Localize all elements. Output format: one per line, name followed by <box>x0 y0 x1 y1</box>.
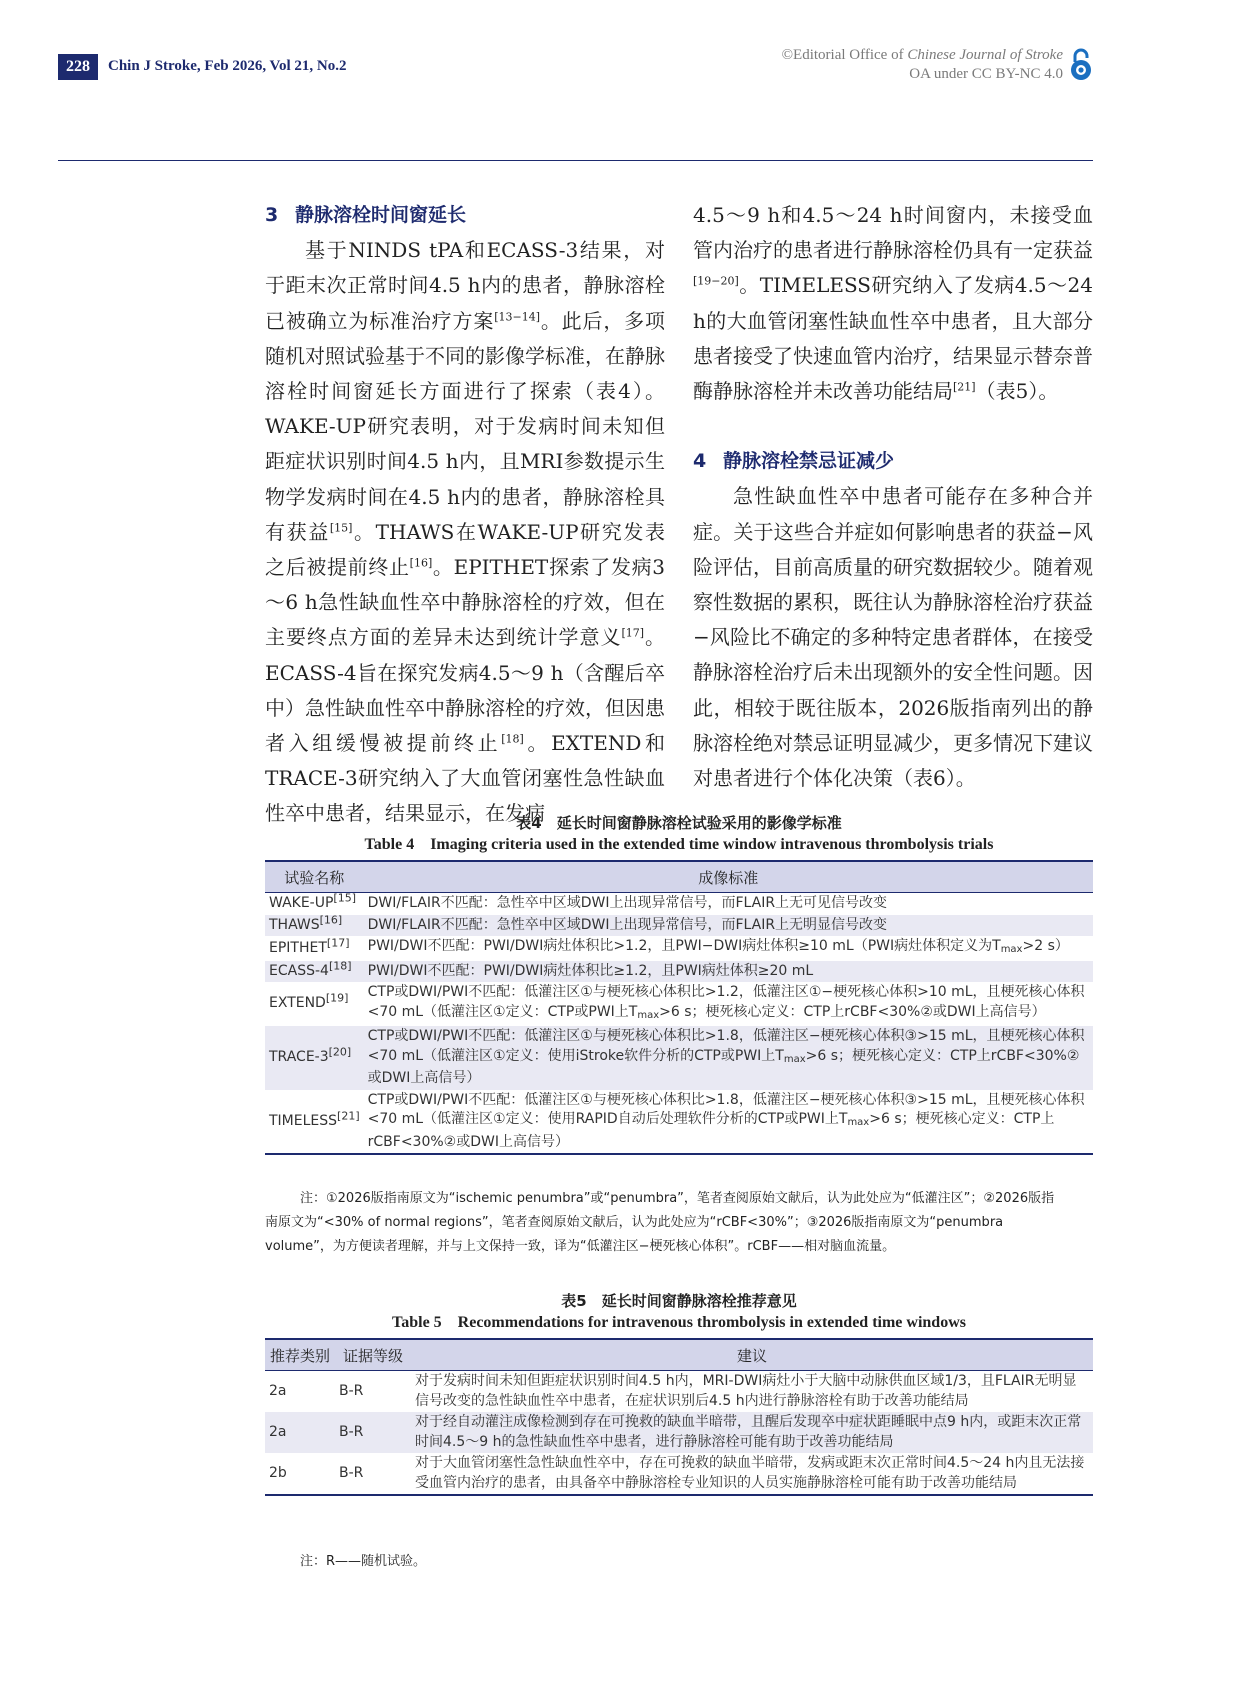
copyright-prefix: ©Editorial Office of <box>781 47 908 63</box>
table-row: WAKE-UP[15] DWI/FLAIR不匹配：急性卒中区域DWI上出现异常信号，而FLAIR上无可见信号改变 <box>269 891 888 911</box>
section-3-paragraph: 基于NINDS tPA和ECASS-3结果，对于距末次正常时间4.5 h内的患者，静脉溶栓已被确立为标准治疗方案[13−14]。此后，多项随机对照试验基于不同的影像学标准，在静脉溶栓时间窗延长方面进行了探索（表4）。WAKE-UP研究表明，对于发病时间未知但距症状识别时间4.5 h内，且MRI参数提示生物学发病时间在4.5 h内的患者，静脉溶栓具有获益[15]。THAWS在WAKE-UP研究发表之后被提前终止[16]。EPITHET探索了发病3～6 h急性缺血性卒中静脉溶栓的疗效，但在主要终点方面的差异未达到统计学意义[17]。ECASS-4旨在探究发病4.5～9 h（含醒后卒中）急性缺血性卒中静脉溶栓的疗效，但因患者入组缓慢被提前终止[18]。EXTEND和TRACE-3研究纳入了大血管闭塞性急性缺血性卒中患者，结果显示，在发病 <box>265 238 666 826</box>
table-4-caption: 表4 延长时间窗静脉溶栓试验采用的影像学标准 Table 4 Imaging criteria used in the extended time window intravenous thrombolysis trials <box>364 814 994 853</box>
copyright-journal: Chinese Journal of Stroke <box>907 47 1063 63</box>
table-5-header-class: 推荐类别 <box>265 1339 335 1371</box>
section-4-heading: 4 静脉溶栓禁忌证减少 <box>693 450 895 473</box>
section-3-heading: 3 静脉溶栓时间窗延长 <box>265 204 467 226</box>
table-row: EXTEND[19] CTP或DWI/PWI不匹配：低灌注区①与梗死核心体积比>1.2，低灌注区①−梗死核心体积>10 mL，且梗死核心体积<70 mL（低灌注区①定义：CTP或PWI上$T_{max}>6$ s；梗死核心定义：CTP上rCBF<30%②或DWI上高信号） <box>269 984 1085 1021</box>
table-4-header-trial: 试验名称 <box>265 861 364 893</box>
table-row: EPITHET[17] PWI/DWI不匹配：PWI/DWI病灶体积比>1.2，且PWI−DWI病灶体积≥10 mL（PWI病灶体积定义为$T_{max}>2$ s） <box>269 935 1069 956</box>
section-3-continuation: 4.5～9 h和4.5～24 h时间窗内，未接受血管内治疗的患者进行静脉溶栓仍具有一定获益[19−20]。TIMELESS研究纳入了发病4.5～24 h的大血管闭塞性缺血性卒中患者，且大部分患者接受了快速血管内治疗，结果显示替奈普酶静脉溶栓并未改善功能结局[21]（表5）。 <box>693 203 1093 404</box>
table-5-caption: 表5 延长时间窗静脉溶栓推荐意见 Table 5 Recommendations for intravenous thrombolysis in extended time windows <box>392 1292 966 1331</box>
table-4-header-criteria: 成像标准 <box>364 861 1093 893</box>
copyright-notice <box>782 46 1063 84</box>
license-text: OA under CC BY-NC 4.0 <box>909 66 1063 82</box>
journal-citation: Chin J Stroke, Feb 2026, Vol 21, No.2 <box>108 58 347 74</box>
table-5-header-recommendation: 建议 <box>411 1339 1093 1371</box>
left-column <box>265 198 665 832</box>
table-row: 2a B-R 对于经自动灌注成像检测到存在可挽救的缺血半暗带，且醒后发现卒中症状距睡眠中点9 h内，或距末次正常时间4.5～9 h的急性缺血性卒中患者，进行静脉溶栓可能有助于改善功能结局 <box>265 1412 1093 1453</box>
table-row: ECASS-4[18] PWI/DWI不匹配：PWI/DWI病灶体积比≥1.2，且PWI病灶体积≥20 mL <box>265 961 1093 983</box>
table-row: TIMELESS[21] CTP或DWI/PWI不匹配：低灌注区①与梗死核心体积比>1.8，低灌注区−梗死核心体积③>15 mL，且梗死核心体积<70 mL（低灌注区①定义：使用RAPID自动后处理软件分析的CTP或PWI上$T_{max}>6$ s；梗死核心定义：CTP上rCBF<30%②或DWI上高信号） <box>265 1090 1093 1155</box>
table-5-header-level: 证据等级 <box>335 1339 411 1371</box>
table-row: TRACE-3[20] CTP或DWI/PWI不匹配：低灌注区①与梗死核心体积比>1.8，低灌注区−梗死核心体积③>15 mL，且梗死核心体积<70 mL（低灌注区①定义：使用iStroke软件分析的CTP或PWI上$T_{max}>6$ s；梗死核心定义：CTP上rCBF<30%②或DWI上高信号） <box>265 1026 1093 1090</box>
page-number: 228 <box>58 54 98 80</box>
right-column <box>693 198 1093 796</box>
table-row: 2a B-R 对于发病时间未知但距症状识别时间4.5 h内，MRI-DWI病灶小于大脑中动脉供血区域1/3，且FLAIR无明显信号改变的急性缺血性卒中患者，在症状识别后4.5 h内进行静脉溶栓有助于改善功能结局 <box>269 1373 1077 1409</box>
header-rule <box>58 160 1093 161</box>
page-header <box>58 47 1093 112</box>
table-5-note: 注：R——随机试验。 <box>300 1554 427 1569</box>
open-access-lock-icon <box>1069 46 1093 82</box>
table-row: THAWS[16] DWI/FLAIR不匹配：急性卒中区域DWI上出现异常信号，而FLAIR上无明显信号改变 <box>265 915 1093 937</box>
table-row: 2b B-R 对于大血管闭塞性急性缺血性卒中，存在可挽救的缺血半暗带，发病或距末次正常时间4.5～24 h内且无法接受血管内治疗的患者，由具备卒中静脉溶栓专业知识的人员实施静脉溶栓可能有助于改善功能结局 <box>265 1453 1093 1495</box>
table-4-note: 注：①2026版指南原文为“ischemic penumbra”或“penumbra”，笔者查阅原始文献后，认为此处应为“低灌注区”；②2026版指南原文为“<30% of normal regions”，笔者查阅原始文献后，认为此处应为“rCBF<30%”；③2026版指南原文为“penumbra volume”，为方便读者理解，并与上文保持一致，译为“低灌注区−梗死核心体积”。rCBF——相对脑血流量。 <box>265 1191 1055 1254</box>
table-5 <box>265 1338 1093 1496</box>
table-4 <box>265 860 1093 1155</box>
section-4-paragraph: 急性缺血性卒中患者可能存在多种合并症。关于这些合并症如何影响患者的获益−风险评估，目前高质量的研究数据较少。随着观察性数据的累积，既往认为静脉溶栓治疗获益−风险比不确定的多种特定患者群体，在接受静脉溶栓治疗后未出现额外的安全性问题。因此，相较于既往版本，2026版指南列出的静脉溶栓绝对禁忌证明显减少，更多情况下建议对患者进行个体化决策（表6）。 <box>693 484 1093 791</box>
